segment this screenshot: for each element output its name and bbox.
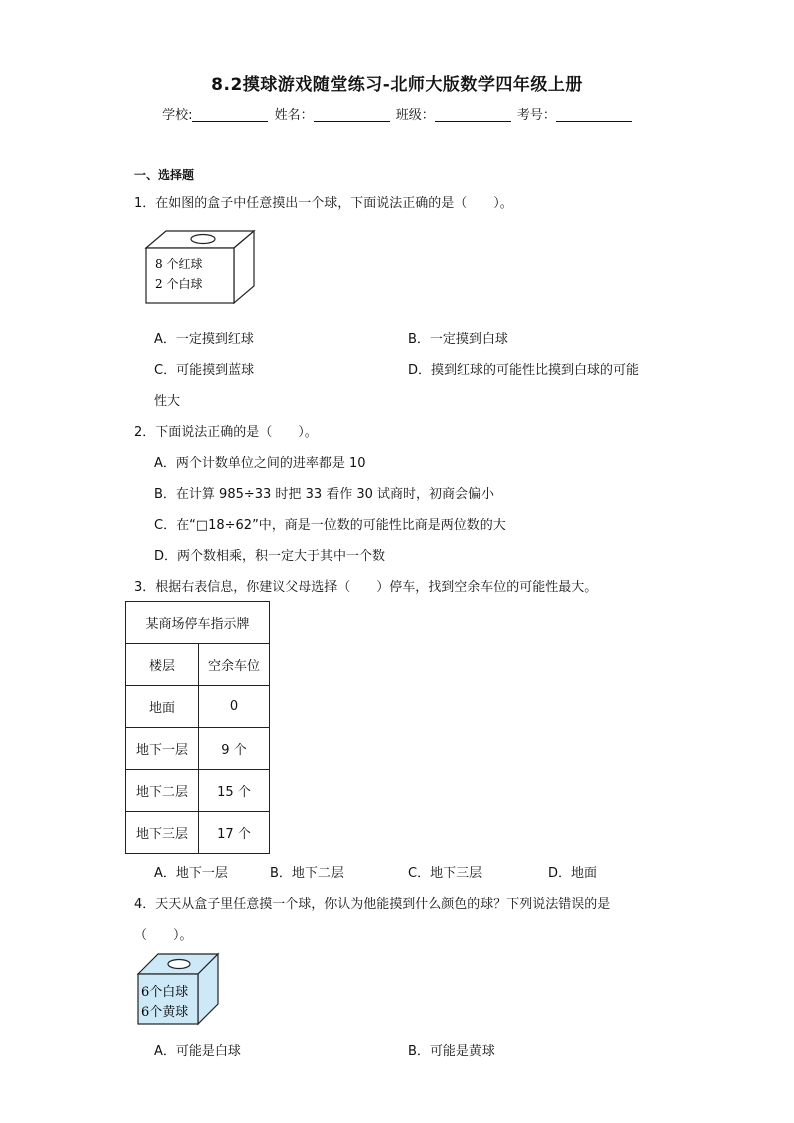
- table-cell-floor: 地下二层: [126, 770, 199, 812]
- table-cell-floor: 地面: [126, 686, 199, 728]
- section-heading: 一、选择题: [134, 168, 195, 182]
- number-label: 考号：: [516, 108, 556, 123]
- table-cell-spaces: 0: [199, 686, 270, 728]
- q2-option-a[interactable]: A．两个计数单位之间的进率都是 10: [154, 456, 366, 471]
- name-label: 姓名：: [274, 108, 314, 123]
- name-blank[interactable]: [314, 109, 390, 122]
- table-header-spaces: 空余车位: [199, 644, 270, 686]
- parking-sign-table: [125, 601, 270, 854]
- table-cell-floor: 地下一层: [126, 728, 199, 770]
- box-1-line-1: 8 个红球: [155, 257, 203, 271]
- q4-option-b[interactable]: B．可能是黄球: [408, 1044, 495, 1059]
- box-1-line-2: 2 个白球: [155, 277, 203, 291]
- table-row: [126, 728, 270, 770]
- school-label: 学校:: [162, 108, 193, 123]
- q1-option-d-continued: 性大: [154, 394, 181, 409]
- q3-option-a[interactable]: A．地下一层: [154, 866, 228, 881]
- question-4-text: 4．天天从盒子里任意摸一个球，你认为他能摸到什么颜色的球？下列说法错误的是: [134, 897, 611, 912]
- question-4-text-continued: （ ）。: [134, 928, 193, 943]
- question-1-text: 1．在如图的盒子中任意摸出一个球，下面说法正确的是（ ）。: [134, 196, 513, 211]
- table-cell-spaces: 15 个: [199, 770, 270, 812]
- table-cell-floor: 地下三层: [126, 812, 199, 854]
- question-2-text: 2．下面说法正确的是（ ）。: [134, 425, 318, 440]
- q2-option-d[interactable]: D．两个数相乘，积一定大于其中一个数: [154, 549, 386, 564]
- q1-option-a[interactable]: A．一定摸到红球: [154, 332, 254, 347]
- table-cell-spaces: 9 个: [199, 728, 270, 770]
- table-caption: 某商场停车指示牌: [126, 602, 270, 644]
- ball-box-1-illustration: [144, 228, 256, 306]
- q1-option-d[interactable]: D．摸到红球的可能性比摸到白球的可能: [408, 363, 640, 378]
- q3-option-b[interactable]: B．地下二层: [270, 866, 344, 881]
- box-2-line-1: 6个白球: [141, 985, 189, 1000]
- page-title: 8.2摸球游戏随堂练习-北师大版数学四年级上册: [211, 75, 583, 95]
- school-blank[interactable]: [192, 109, 268, 122]
- q1-option-c[interactable]: C．可能摸到蓝球: [154, 363, 255, 378]
- table-cell-spaces: 17 个: [199, 812, 270, 854]
- number-blank[interactable]: [556, 109, 632, 122]
- q3-option-c[interactable]: C．地下三层: [408, 866, 483, 881]
- class-blank[interactable]: [435, 109, 511, 122]
- student-info-line: [0, 104, 794, 123]
- table-row: [126, 770, 270, 812]
- class-label: 班级：: [395, 108, 435, 123]
- q2-option-c[interactable]: C．在“□18÷62”中，商是一位数的可能性比商是两位数的大: [154, 518, 506, 533]
- table-row: [126, 686, 270, 728]
- q4-option-a[interactable]: A．可能是白球: [154, 1044, 241, 1059]
- ball-box-2-illustration: [136, 952, 220, 1026]
- q2-option-b[interactable]: B．在计算 985÷33 时把 33 看作 30 试商时，初商会偏小: [154, 487, 495, 502]
- box-2-line-2: 6个黄球: [141, 1005, 189, 1020]
- q3-option-d[interactable]: D．地面: [548, 866, 598, 881]
- table-header-floor: 楼层: [126, 644, 199, 686]
- q1-option-b[interactable]: B．一定摸到白球: [408, 332, 508, 347]
- question-3-text: 3．根据右表信息，你建议父母选择（ ）停车，找到空余车位的可能性最大。: [134, 580, 598, 595]
- table-row: [126, 812, 270, 854]
